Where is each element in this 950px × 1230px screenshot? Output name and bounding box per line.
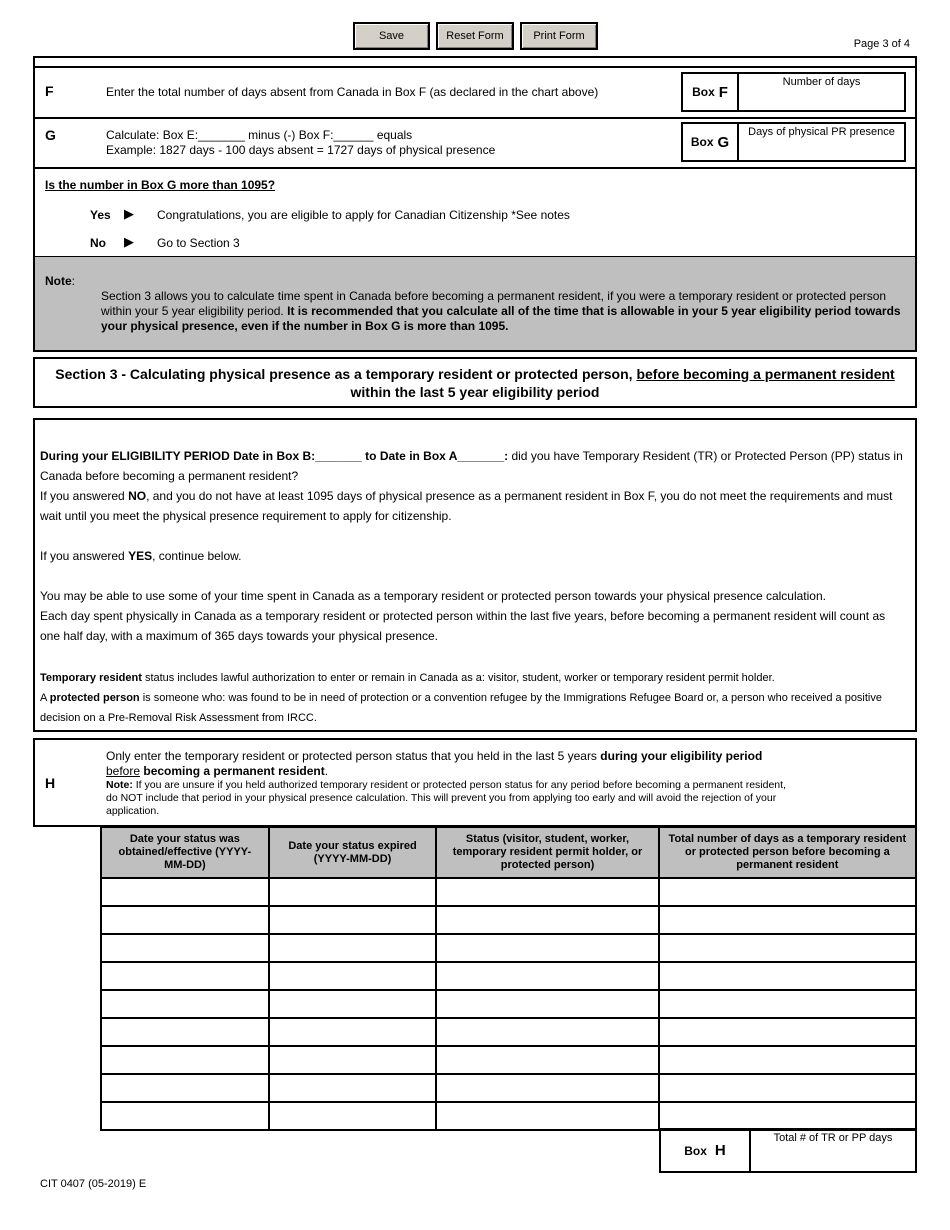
col-header-status-type: Status (visitor, student, worker, temporary resident permit holder, or protected person) xyxy=(436,827,658,878)
date-obtained-input[interactable] xyxy=(101,878,269,906)
table-row xyxy=(101,1018,916,1046)
arrow-right-icon: ▶ xyxy=(124,234,134,249)
date-obtained-input[interactable] xyxy=(101,1018,269,1046)
total-days-input[interactable] xyxy=(659,934,916,962)
total-days-input[interactable] xyxy=(659,990,916,1018)
yes-outcome: Congratulations, you are eligible to apply for Canadian Citizenship *See notes xyxy=(157,208,570,222)
status-input[interactable] xyxy=(436,878,658,906)
date-obtained-input[interactable] xyxy=(101,1074,269,1102)
no-label: No xyxy=(90,236,106,250)
arrow-right-icon: ▶ xyxy=(124,206,134,221)
yes-answer-text: If you answered YES, continue below. xyxy=(40,549,242,563)
table-row xyxy=(101,906,916,934)
row-h-instruction-line2: before becoming a permanent resident. xyxy=(106,764,329,778)
table-row xyxy=(101,990,916,1018)
eligibility-info-box xyxy=(33,418,917,732)
date-obtained-input[interactable] xyxy=(101,934,269,962)
note-text: Section 3 allows you to calculate time spent in Canada before becoming a permanent resident, if you were a temporary resident or protected person within your 5 year eligibility period. It is recommended that you calculate all of the time that is allowable in your 5 year eligibility period towards your physical presence, even if the number in Box G is more than 1095. xyxy=(101,289,901,333)
row-letter-f: F xyxy=(45,83,54,99)
box-h-label: Box H xyxy=(661,1130,751,1171)
col-header-status-expired: Date your status expired (YYYY-MM-DD) xyxy=(269,827,437,878)
col-header-total-days: Total number of days as a temporary resident or protected person before becoming a permanent resident xyxy=(659,827,916,878)
total-days-input[interactable] xyxy=(659,1018,916,1046)
no-answer-text: If you answered NO, and you do not have at least 1095 days of physical presence as a permanent resident in Box F, you do not meet the requirements and must wait until you meet the physical presence requirement to apply for citizenship. xyxy=(40,489,893,523)
status-input[interactable] xyxy=(436,1018,658,1046)
box-h xyxy=(659,1128,917,1173)
date-obtained-input[interactable] xyxy=(101,990,269,1018)
status-input[interactable] xyxy=(436,934,658,962)
status-input[interactable] xyxy=(436,962,658,990)
row-f-instruction: Enter the total number of days absent from Canada in Box F (as declared in the chart above) xyxy=(106,85,599,99)
table-row xyxy=(101,962,916,990)
total-days-input[interactable] xyxy=(659,906,916,934)
table-row xyxy=(101,1102,916,1130)
table-header-row xyxy=(101,827,916,878)
date-expired-input[interactable] xyxy=(269,1046,437,1074)
status-input[interactable] xyxy=(436,1074,658,1102)
note-label: Note: xyxy=(45,274,76,288)
row-g-calculation: Calculate: Box E:_______ minus (-) Box F:______ equals xyxy=(106,128,413,142)
divider xyxy=(33,66,917,68)
table-row xyxy=(101,878,916,906)
date-expired-input[interactable] xyxy=(269,990,437,1018)
divider xyxy=(33,117,917,119)
box-f-label: Box F xyxy=(683,74,739,110)
date-expired-input[interactable] xyxy=(269,934,437,962)
date-obtained-input[interactable] xyxy=(101,1046,269,1074)
total-days-input[interactable] xyxy=(659,962,916,990)
box-f xyxy=(681,72,906,112)
row-h xyxy=(33,738,917,827)
date-expired-input[interactable] xyxy=(269,878,437,906)
status-input[interactable] xyxy=(436,1102,658,1130)
protected-person-definition: A protected person is someone who: was found to be in need of protection or a convention refugee by the Immigrations Refugee Board or, a person who received a positive decision on a Pre-Removal Risk Assessment from IRCC. xyxy=(40,692,882,724)
date-expired-input[interactable] xyxy=(269,1018,437,1046)
total-days-input[interactable] xyxy=(659,1046,916,1074)
date-expired-input[interactable] xyxy=(269,906,437,934)
date-obtained-input[interactable] xyxy=(101,962,269,990)
yes-label: Yes xyxy=(90,208,111,222)
box-g-input[interactable]: Days of physical PR presence xyxy=(748,126,895,138)
col-header-status-obtained: Date your status was obtained/effective (YYYY-MM-DD) xyxy=(101,827,269,878)
box-g-question: Is the number in Box G more than 1095? xyxy=(45,178,276,192)
table-row xyxy=(101,1074,916,1102)
date-expired-input[interactable] xyxy=(269,1074,437,1102)
date-obtained-input[interactable] xyxy=(101,1102,269,1130)
box-f-input[interactable]: Number of days xyxy=(782,76,861,88)
section-3-heading: Section 3 - Calculating physical presence as a temporary resident or protected person, before becoming a permanent resident within the last 5 year eligibility period xyxy=(33,357,917,408)
save-button[interactable]: Save xyxy=(353,22,430,50)
row-letter-g: G xyxy=(45,127,56,143)
divider xyxy=(33,167,917,169)
status-input[interactable] xyxy=(436,906,658,934)
table-row xyxy=(101,1046,916,1074)
total-days-input[interactable] xyxy=(659,1102,916,1130)
box-g xyxy=(681,122,906,162)
row-h-instruction: Only enter the temporary resident or protected person status that you held in the last 5 years during your eligibility period xyxy=(106,749,763,763)
total-days-input[interactable] xyxy=(659,1074,916,1102)
no-outcome: Go to Section 3 xyxy=(157,236,240,250)
physical-presence-explanation: You may be able to use some of your time spent in Canada as a temporary resident or protected person towards your physical presence calculation. Each day spent physically in Canada as a temporary resident or protected person within the last five years, before becoming a permanent resident will count as one half day, with a maximum of 365 days towards your physical presence. xyxy=(40,589,886,643)
status-input[interactable] xyxy=(436,990,658,1018)
date-expired-input[interactable] xyxy=(269,962,437,990)
row-g-example: Example: 1827 days - 100 days absent = 1727 days of physical presence xyxy=(106,143,496,157)
date-expired-input[interactable] xyxy=(269,1102,437,1130)
row-h-note: Note: If you are unsure if you held authorized temporary resident or protected person status for any period before becoming a permanent resident, do NOT include that period in your physical presence calculation. This will prevent you from applying too early and will avoid the rejection of your application. xyxy=(106,779,786,817)
note-panel xyxy=(33,257,917,352)
box-h-input[interactable]: Total # of TR or PP days xyxy=(773,1132,893,1144)
total-days-input[interactable] xyxy=(659,878,916,906)
date-obtained-input[interactable] xyxy=(101,906,269,934)
status-table xyxy=(100,826,917,1131)
eligibility-question: During your ELIGIBILITY PERIOD Date in Box B:_______ to Date in Box A_______: did you have Temporary Resident (TR) or Protected Person (PP) status in Canada before becoming a permanent resident? xyxy=(40,449,903,483)
status-input[interactable] xyxy=(436,1046,658,1074)
temporary-resident-definition: Temporary resident status includes lawful authorization to enter or remain in Canada as a: visitor, student, worker or temporary resident permit holder. xyxy=(40,672,775,684)
form-code: CIT 0407 (05-2019) E xyxy=(40,1178,147,1190)
table-row xyxy=(101,934,916,962)
print-form-button[interactable]: Print Form xyxy=(520,22,598,50)
page-number: Page 3 of 4 xyxy=(853,38,910,50)
row-letter-h: H xyxy=(45,775,56,791)
box-g-label: Box G xyxy=(683,124,739,160)
reset-form-button[interactable]: Reset Form xyxy=(436,22,514,50)
